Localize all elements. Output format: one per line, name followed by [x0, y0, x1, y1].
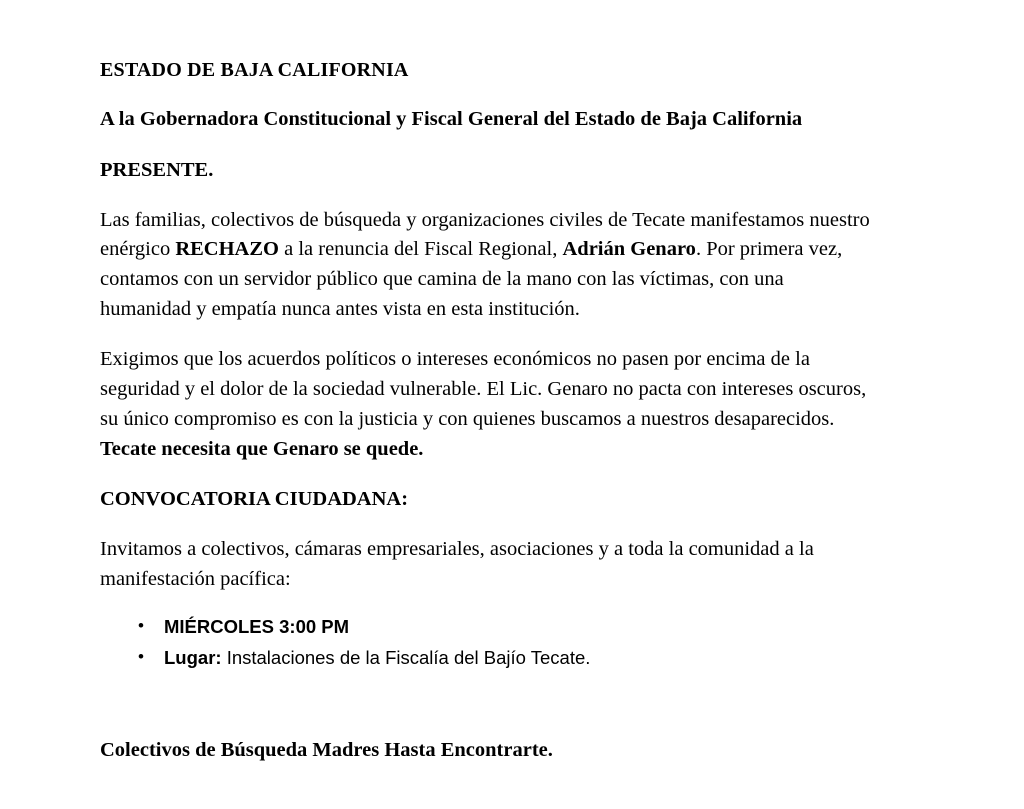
call-to-action-heading: CONVOCATORIA CIUDADANA: — [100, 488, 409, 511]
paragraph-two-part-1: Exigimos que los acuerdos políticos o intereses económicos no pasen por encima de la seguridad y el dolor de la sociedad vulnerable. El Lic. Genaro no pacta con intereses oscuros, su único compromiso es con la justicia y con quienes buscamos a nuestros desaparecidos. — [100, 348, 867, 430]
state-header: ESTADO DE BAJA CALIFORNIA — [100, 59, 409, 81]
list-item — [100, 644, 870, 673]
paragraph-one-part-3: . Por primera vez, contamos con un servidor público que camina de la mano con las víctimas, con una humanidad y empatía nunca antes vista en esta institución. — [100, 238, 843, 320]
document-body — [100, 56, 870, 765]
paragraph-one-emphasis-rechazo: RECHAZO — [175, 238, 279, 261]
list-item — [100, 613, 870, 642]
event-details-list — [100, 613, 870, 672]
signature-spacer — [100, 674, 870, 722]
paragraph-one-part-1: Las familias, colectivos de búsqueda y organizaciones civiles de Tecate manifestamos nuestro enérgico — [100, 208, 870, 261]
bullet-value-1: Instalaciones de la Fiscalía del Bajío Tecate. — [221, 646, 591, 668]
signature-spacer-extra — [100, 722, 870, 736]
paragraph-one-emphasis-name: Adrián Genaro — [562, 238, 696, 261]
paragraph-two — [100, 345, 870, 464]
present-line: PRESENTE. — [100, 158, 214, 181]
bullet-label-1: Lugar: — [164, 646, 222, 668]
signature-line: Colectivos de Búsqueda Madres Hasta Encontrarte. — [100, 739, 553, 762]
paragraph-one-part-2: a la renuncia del Fiscal Regional, — [278, 238, 563, 261]
invitation-paragraph: Invitamos a colectivos, cámaras empresariales, asociaciones y a toda la comunidad a la manifestación pacífica: — [100, 538, 814, 591]
paragraph-one — [100, 206, 870, 325]
paragraph-two-emphasis: Tecate necesita que Genaro se quede. — [100, 437, 424, 460]
bullet-label-0: MIÉRCOLES 3:00 PM — [164, 615, 350, 637]
addressee-line: A la Gobernadora Constitucional y Fiscal General del Estado de Baja California — [100, 108, 803, 131]
